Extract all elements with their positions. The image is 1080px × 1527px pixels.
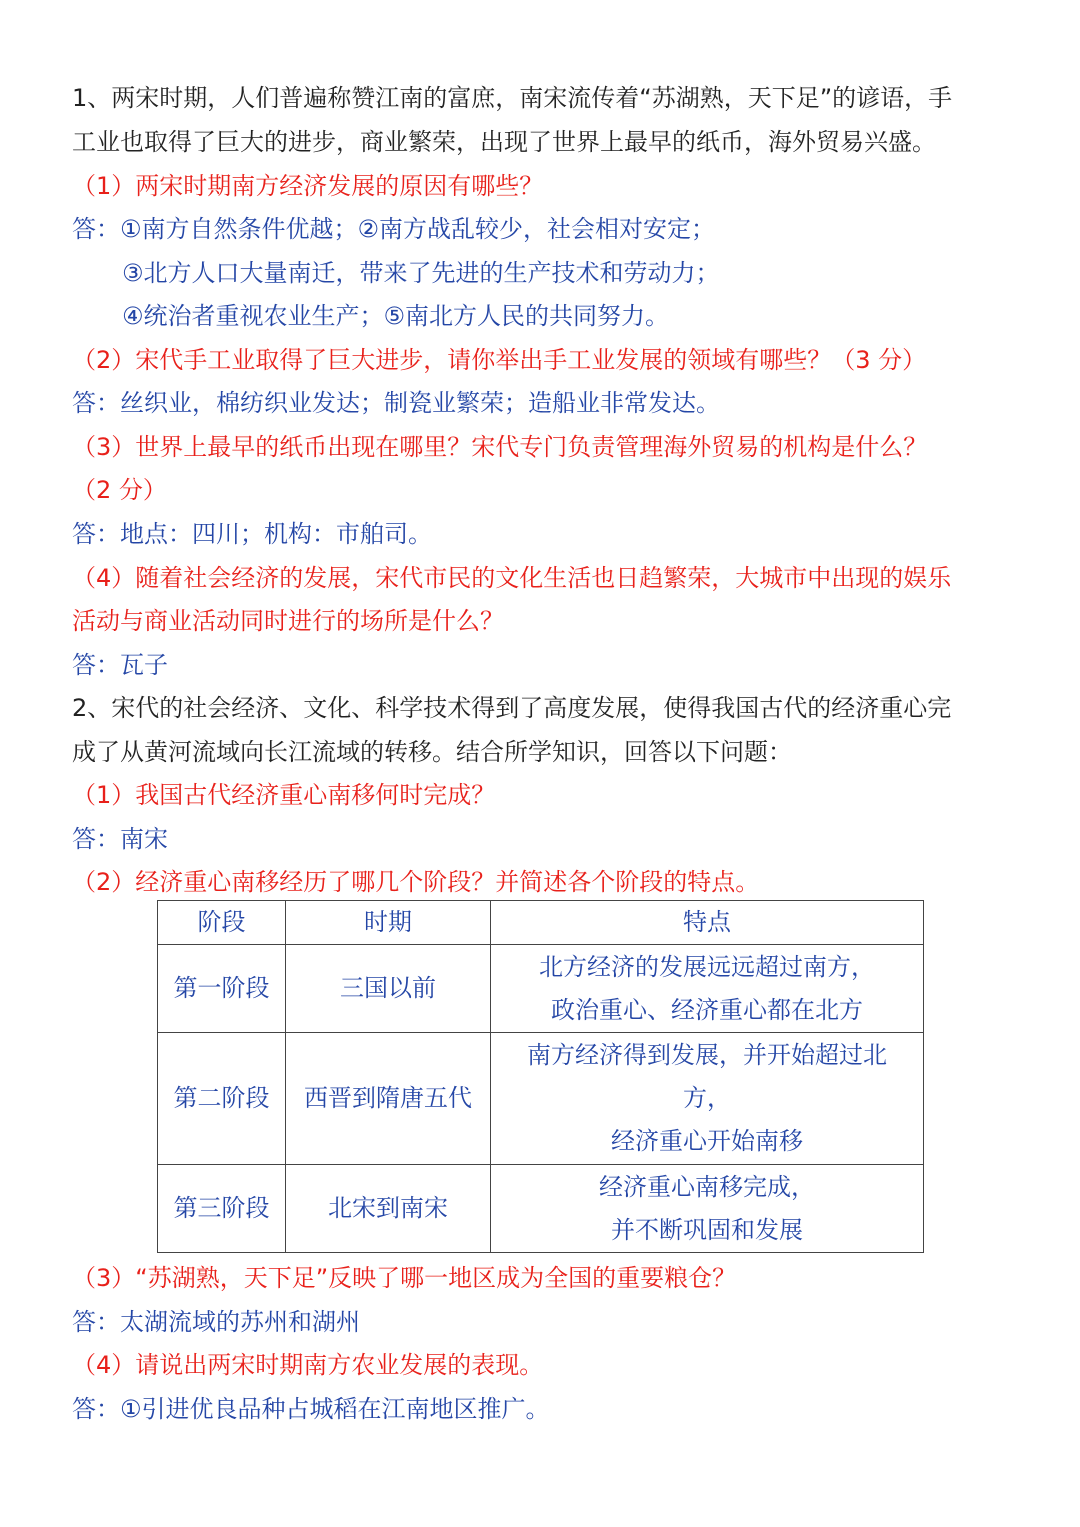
q1-part1-answer-line-2: ③北方人口大量南迁，带来了先进的生产技术和劳动力； [122, 259, 720, 287]
q1-part4-question-line-2: 活动与商业活动同时进行的场所是什么？ [72, 607, 504, 635]
q2-part1-question: （1）我国古代经济重心南移何时完成？ [72, 781, 496, 809]
q1-part4-answer: 答：瓦子 [72, 651, 168, 679]
features-cell [491, 945, 924, 1033]
features-cell [491, 1165, 924, 1253]
q2-stem-line-1: 2、宋代的社会经济、文化、科学技术得到了高度发展，使得我国古代的经济重心完 [72, 694, 952, 722]
q1-stem-line-1: 1、两宋时期，人们普遍称赞江南的富庶，南宋流传着“苏湖熟，天下足”的谚语，手 [72, 84, 953, 112]
q2-part4-question: （4）请说出两宋时期南方农业发展的表现。 [72, 1351, 544, 1379]
features-line: 并不断巩固和发展 [611, 1215, 803, 1244]
period-cell: 西晋到隋唐五代 [286, 1033, 491, 1165]
features-line: 政治重心、经济重心都在北方 [551, 995, 863, 1024]
table-row [158, 1033, 924, 1165]
header-stage: 阶段 [158, 901, 286, 945]
features-line: 南方经济得到发展，并开始超过北 [527, 1041, 887, 1069]
features-line: 北方经济的发展远远超过南方， [539, 952, 875, 981]
q1-part3-question-line-1: （3）世界上最早的纸币出现在哪里？宋代专门负责管理海外贸易的机构是什么？ [72, 433, 928, 461]
stages-table [157, 900, 924, 1253]
features-line: 经济重心南移完成， [599, 1172, 815, 1201]
q1-part1-question: （1）两宋时期南方经济发展的原因有哪些？ [72, 172, 544, 200]
period-cell: 北宋到南宋 [286, 1165, 491, 1253]
q1-part2-question: （2）宋代手工业取得了巨大进步，请你举出手工业发展的领域有哪些？（3 分） [72, 346, 927, 374]
q1-stem-line-2: 工业也取得了巨大的进步，商业繁荣，出现了世界上最早的纸币，海外贸易兴盛。 [72, 128, 936, 156]
table-row [158, 945, 924, 1033]
features-cell [491, 1033, 924, 1165]
features-line: 经济重心开始南移 [611, 1127, 803, 1155]
q1-part3-answer: 答：地点：四川；机构：市舶司。 [72, 520, 432, 548]
q1-part1-answer-line-1: 答：①南方自然条件优越；②南方战乱较少，社会相对安定； [72, 215, 716, 243]
stage-cell: 第三阶段 [158, 1165, 286, 1253]
q2-part2-question: （2）经济重心南移经历了哪几个阶段？并简述各个阶段的特点。 [72, 868, 760, 896]
q1-part2-answer: 答：丝织业，棉纺织业发达；制瓷业繁荣；造船业非常发达。 [72, 389, 720, 417]
stage-cell: 第二阶段 [158, 1033, 286, 1165]
features-line: 方， [683, 1084, 731, 1112]
q1-part1-answer-line-3: ④统治者重视农业生产；⑤南北方人民的共同努力。 [122, 302, 670, 330]
q1-part3-question-line-2: （2 分） [72, 476, 167, 504]
q2-part1-answer: 答：南宋 [72, 825, 168, 853]
period-cell: 三国以前 [286, 945, 491, 1033]
header-period: 时期 [286, 901, 491, 945]
table-header-row [158, 901, 924, 945]
stage-cell: 第一阶段 [158, 945, 286, 1033]
q1-part4-question-line-1: （4）随着社会经济的发展，宋代市民的文化生活也日趋繁荣，大城市中出现的娱乐 [72, 564, 952, 592]
q2-part3-question: （3）“苏湖熟，天下足”反映了哪一地区成为全国的重要粮仓？ [72, 1264, 737, 1292]
q2-stem-line-2: 成了从黄河流域向长江流域的转移。结合所学知识，回答以下问题： [72, 738, 792, 766]
header-features: 特点 [491, 901, 924, 945]
q2-part3-answer: 答：太湖流域的苏州和湖州 [72, 1308, 360, 1336]
q2-part4-answer: 答：①引进优良品种占城稻在江南地区推广。 [72, 1395, 550, 1423]
table-row [158, 1165, 924, 1253]
